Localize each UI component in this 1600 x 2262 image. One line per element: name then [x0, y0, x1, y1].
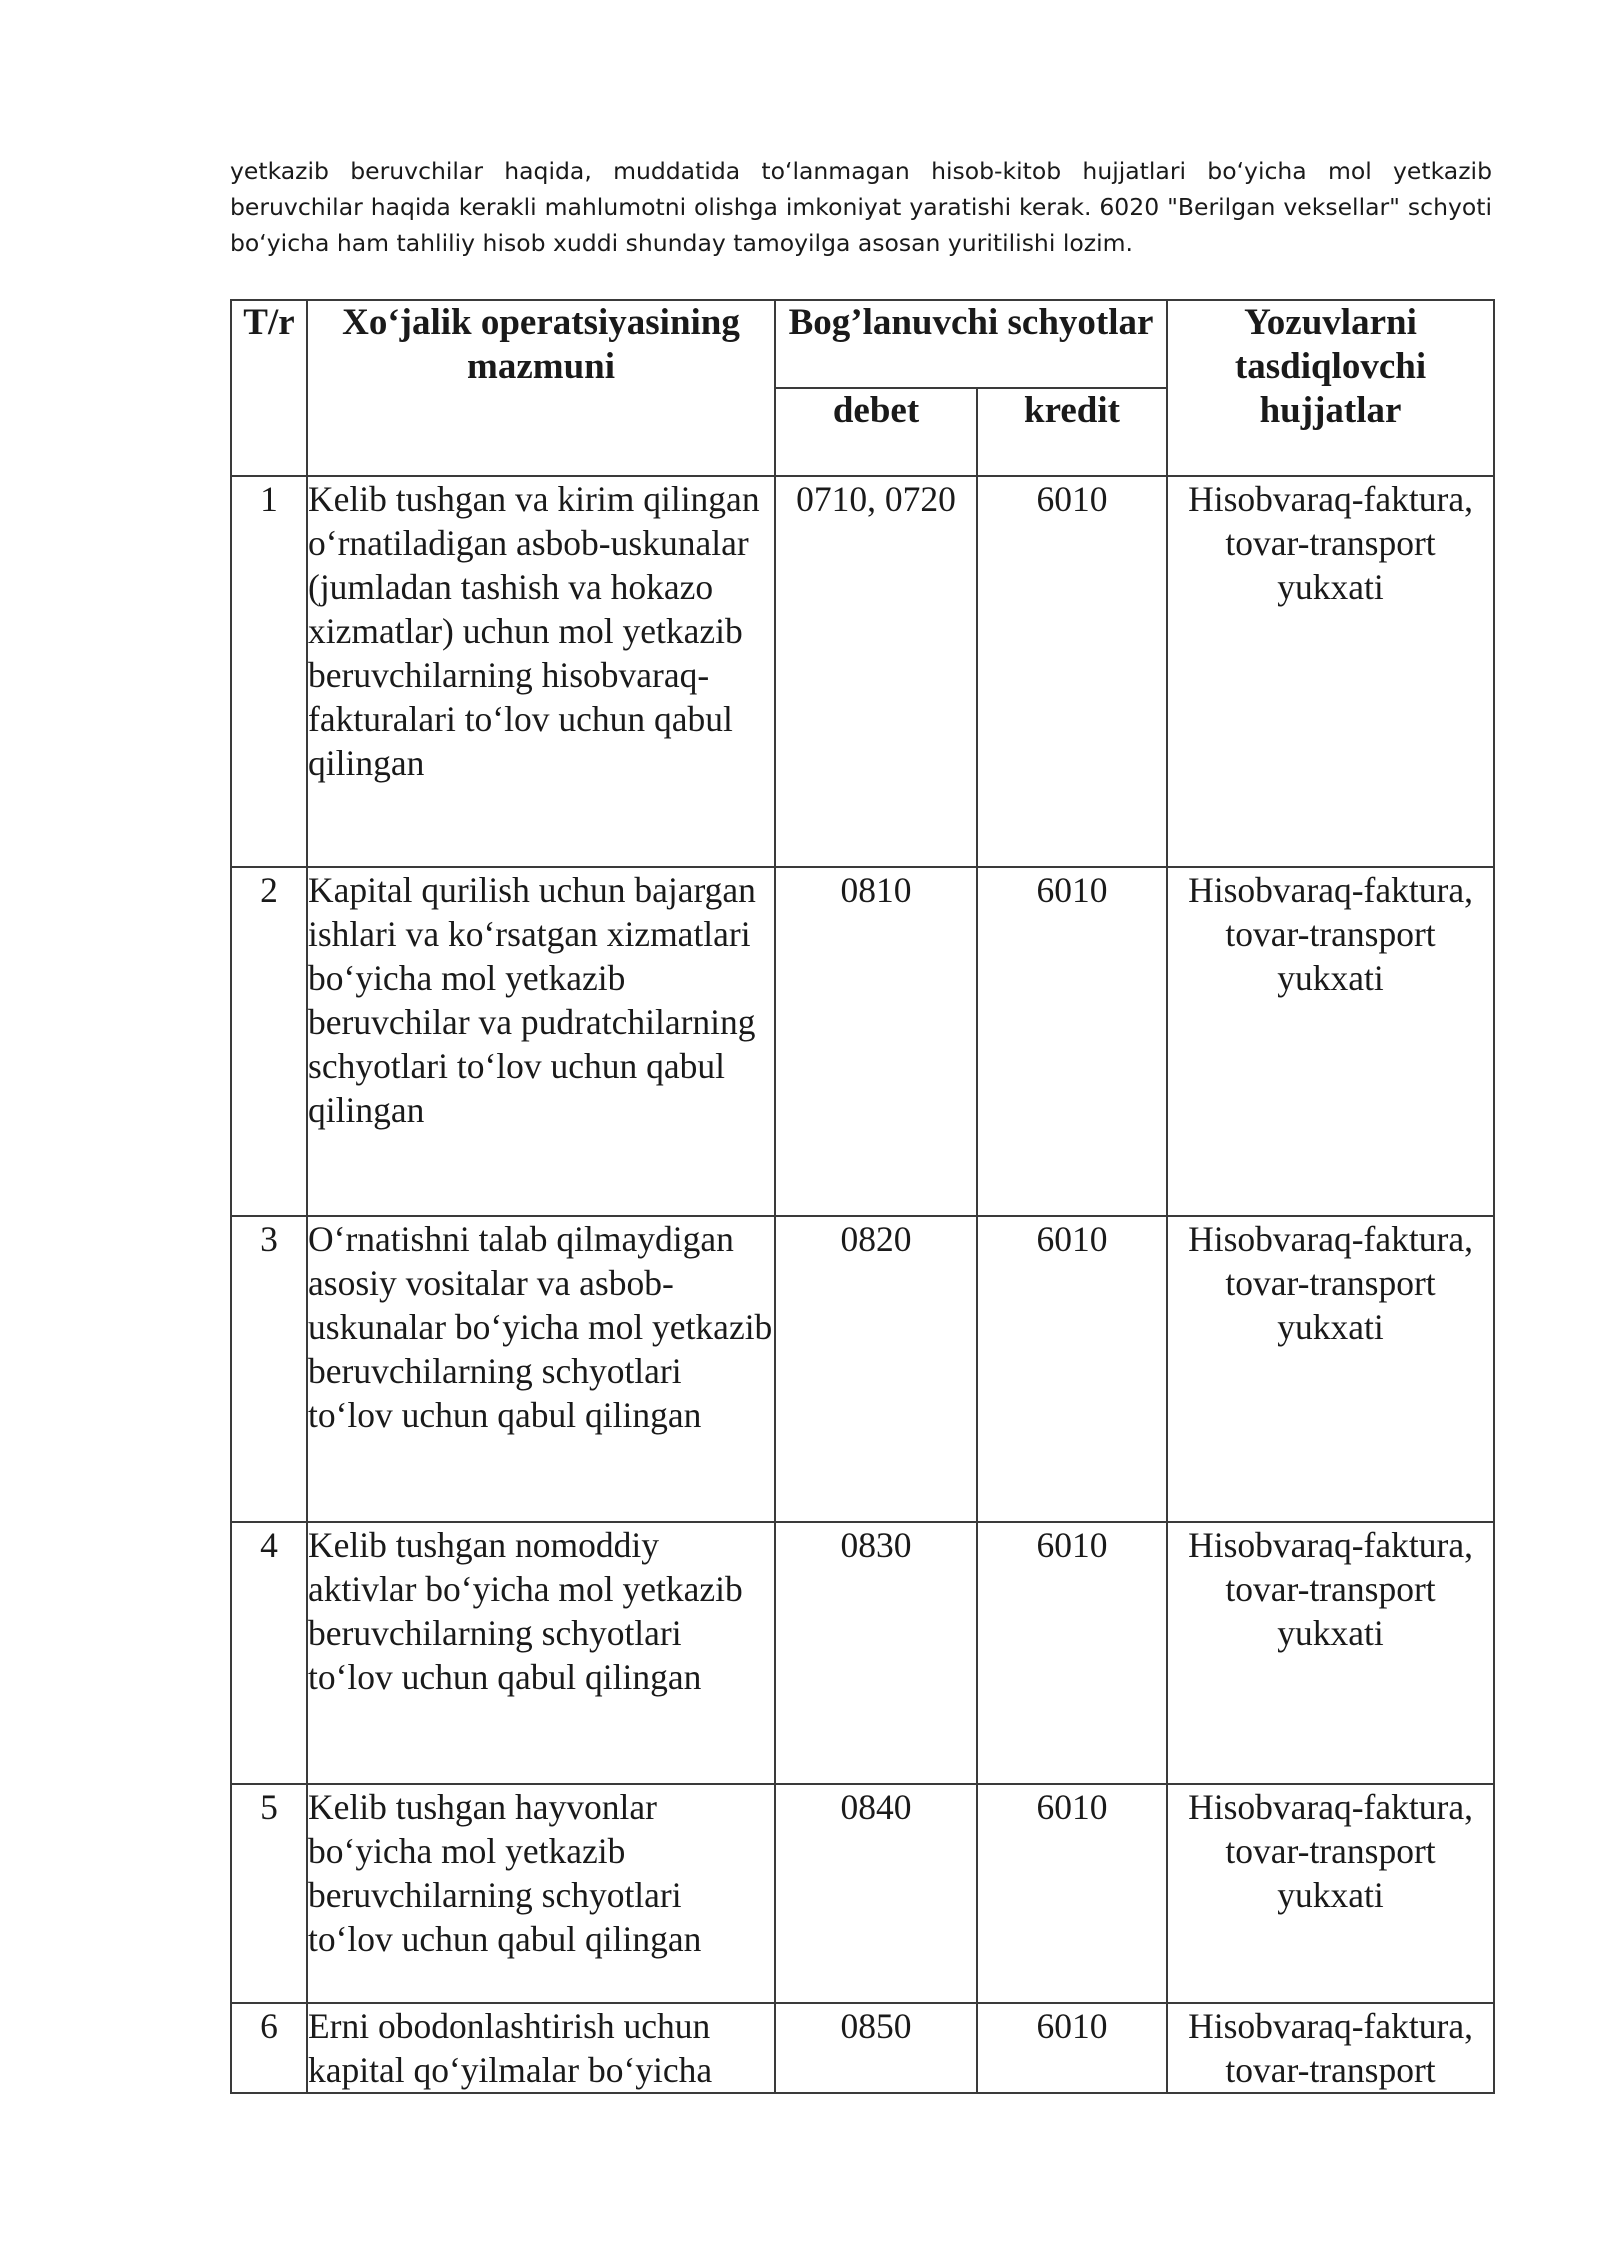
- table-row: [231, 1522, 1494, 1784]
- credit-account: 6010: [977, 1522, 1167, 1784]
- table-row: [231, 1216, 1494, 1522]
- supporting-documents: Hisobvaraq-faktura, tovar-transport yukxati: [1167, 476, 1494, 867]
- debit-account: 0710, 0720: [775, 476, 977, 867]
- operation-text: Kelib tushgan hayvonlar bo‘yicha mol yetkazib beruvchilarning schyotlari to‘lov uchun qabul qilingan: [307, 1784, 775, 2003]
- header-credit: kredit: [977, 388, 1167, 476]
- intro-paragraph: [230, 153, 1492, 261]
- table-row: [231, 476, 1494, 867]
- operation-text: Kapital qurilish uchun bajargan ishlari va ko‘rsatgan xizmatlari bo‘yicha mol yetkazib beruvchilar va pudratchilarning schyotlari to‘lov uchun qabul qilingan: [307, 867, 775, 1216]
- table-header-row: [231, 300, 1494, 388]
- supporting-documents: Hisobvaraq-faktura, tovar-transport yukxati: [1167, 1784, 1494, 2003]
- table-row: [231, 1784, 1494, 2003]
- debit-account: 0820: [775, 1216, 977, 1522]
- header-accounts-group: Bog’lanuvchi schyotlar: [775, 300, 1167, 388]
- row-number: 5: [231, 1784, 307, 2003]
- table-row: [231, 867, 1494, 1216]
- row-number: 3: [231, 1216, 307, 1522]
- debit-account: 0830: [775, 1522, 977, 1784]
- supporting-documents: Hisobvaraq-faktura, tovar-transport yukxati: [1167, 1216, 1494, 1522]
- credit-account: 6010: [977, 867, 1167, 1216]
- intro-text: yetkazib beruvchilar haqida, muddatida to‘lanmagan hisob-kitob hujjatlari bo‘yicha mol yetkazib beruvchilar haqida kerakli mahlumotni olishga imkoniyat yaratishi kerak. 6020 "Berilgan veksellar" schyoti bo‘yicha ham tahliliy hisob xuddi shunday tamoyilga asosan yuritilishi lozim.: [230, 157, 1492, 257]
- debit-account: 0840: [775, 1784, 977, 2003]
- supporting-documents: Hisobvaraq-faktura, tovar-transport yukxati: [1167, 1522, 1494, 1784]
- credit-account: 6010: [977, 2003, 1167, 2093]
- operation-text: Kelib tushgan nomoddiy aktivlar bo‘yicha mol yetkazib beruvchilarning schyotlari to‘lov uchun qabul qilingan: [307, 1522, 775, 1784]
- table-row: [231, 2003, 1494, 2093]
- credit-account: 6010: [977, 476, 1167, 867]
- row-number: 2: [231, 867, 307, 1216]
- accounting-entries-table: [230, 299, 1495, 2094]
- debit-account: 0850: [775, 2003, 977, 2093]
- supporting-documents: Hisobvaraq-faktura, tovar-transport yukxati: [1167, 867, 1494, 1216]
- header-debit: debet: [775, 388, 977, 476]
- operation-text: O‘rnatishni talab qilmaydigan asosiy vositalar va asbob-uskunalar bo‘yicha mol yetkazib beruvchilarning schyotlari to‘lov uchun qabul qilingan: [307, 1216, 775, 1522]
- operation-text: Kelib tushgan va kirim qilingan o‘rnatiladigan asbob-uskunalar (jumladan tashish va hokazo xizmatlar) uchun mol yetkazib beruvchilarning hisobvaraq-fakturalari to‘lov uchun qabul qilingan: [307, 476, 775, 867]
- debit-account: 0810: [775, 867, 977, 1216]
- operation-text: Erni obodonlashtirish uchun kapital qo‘yilmalar bo‘yicha: [307, 2003, 775, 2093]
- credit-account: 6010: [977, 1784, 1167, 2003]
- credit-account: 6010: [977, 1216, 1167, 1522]
- row-number: 1: [231, 476, 307, 867]
- row-number: 6: [231, 2003, 307, 2093]
- header-documents: Yozuvlarni tasdiqlovchi hujjatlar: [1167, 300, 1494, 476]
- supporting-documents: Hisobvaraq-faktura, tovar-transport: [1167, 2003, 1494, 2093]
- row-number: 4: [231, 1522, 307, 1784]
- header-tr: T/r: [231, 300, 307, 476]
- header-operation: Xo‘jalik operatsiyasining mazmuni: [307, 300, 775, 476]
